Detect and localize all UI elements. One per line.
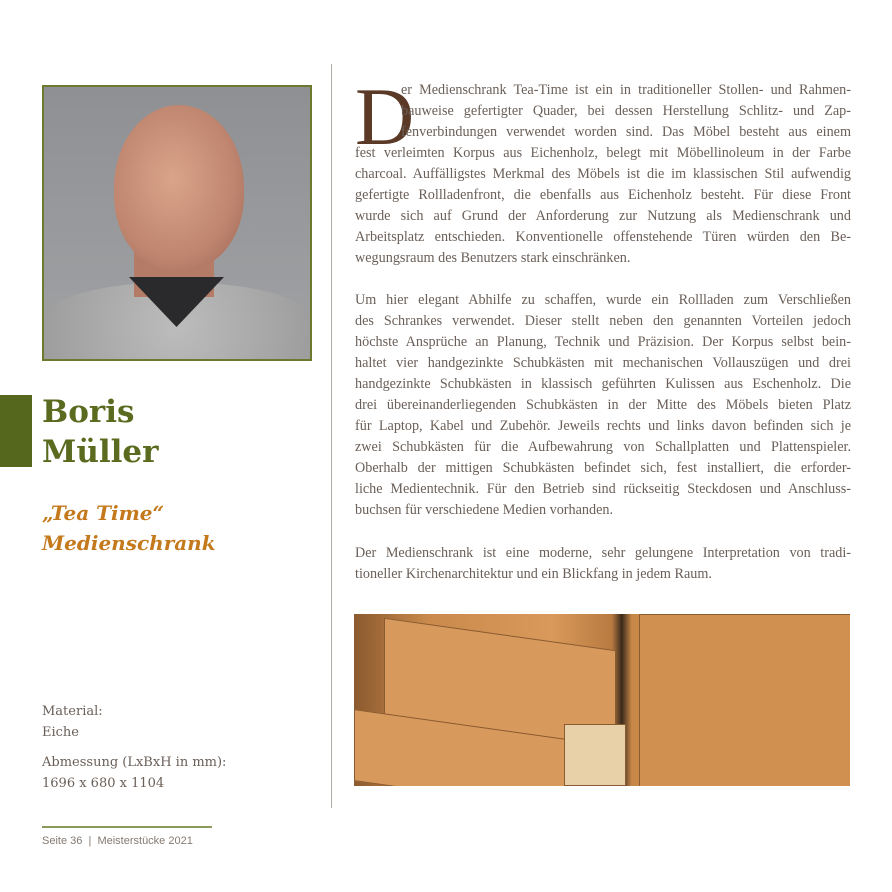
drop-cap: D [355, 71, 415, 162]
dimensions-spec [42, 752, 226, 794]
footer-text: Seite 36 | Meisterstücke 2021 [42, 835, 193, 847]
material-value: Eiche [42, 725, 79, 740]
furniture-photo [354, 614, 850, 786]
text-line: Oberhalb der mittigen Schubkästen befindet sich, fest installiert, die erforder- [355, 460, 851, 476]
text-line: gefertigte Rollladenfront, die ebenfalls aus Eichenholz besteht. Für diese Front [355, 187, 851, 203]
text-line: buchsen für verschiedene Medien vorhanden. [355, 502, 614, 518]
text-line: bauweise gefertigter Quader, bei dessen Herstellung Schlitz- und Zap- [401, 103, 851, 119]
project-title-line2: Medienschrank [42, 531, 216, 555]
person-name [42, 392, 158, 472]
paragraph-2 [355, 290, 851, 521]
text-line: handgezinkte Schubkästen in klassisch geführten Kulissen aus Eschenholz. Die [355, 376, 851, 392]
last-name: Müller [42, 434, 159, 470]
text-line: drei übereinanderliegenden Schubkästen in der Mitte des Möbels bieten Platz [355, 397, 851, 413]
text-line: höchste Ansprüche an Planung, Technik und Präzision. Der Korpus selbst bein- [355, 334, 851, 350]
text-line: zwei Schubkästen für die Aufbewahrung von Schallplatten und Plattenspieler. [355, 439, 851, 455]
dimensions-value: 1696 x 680 x 1104 [42, 776, 165, 791]
text-line: Der Medienschrank ist eine moderne, sehr gelungene Interpretation von tradi- [355, 545, 851, 561]
text-line: er Medienschrank Tea-Time ist ein in traditioneller Stollen- und Rahmen- [401, 82, 851, 98]
portrait-photo [42, 85, 312, 361]
text-line: wegungsraum des Benutzers stark einschränken. [355, 250, 631, 266]
text-line: haltet vier handgezinkte Schubkästen mit mechanischen Vollauszügen und drei [355, 355, 851, 371]
text-line: fest verleimten Korpus aus Eichenholz, belegt mit Möbellinoleum in der Farbe [355, 145, 851, 161]
dimensions-label: Abmessung (LxBxH in mm): [42, 755, 227, 770]
project-title [42, 498, 216, 558]
text-line: für Laptop, Kabel und Zubehör. Jeweils rechts und links davon befinden sich je [355, 418, 851, 434]
text-line: des Schrankes verwendet. Dieser stellt neben den genannten Vorteilen jedoch [355, 313, 851, 329]
footer-rule [42, 826, 212, 828]
text-line: liche Medientechnik. Für den Betrieb sind rückseitig Steckdosen und Anschluss- [355, 481, 851, 497]
text-line: Arbeitsplatz entschieden. Konventionelle offenstehende Türen würden den Be- [355, 229, 851, 245]
column-divider [331, 64, 332, 808]
paragraph-1 [355, 71, 851, 269]
text-line: charcoal. Auffälligstes Merkmal des Möbels ist die im klassischen Stil aufwendig [355, 166, 851, 182]
first-name: Boris [42, 394, 135, 430]
text-line: tioneller Kirchenarchitektur und ein Blickfang in jedem Raum. [355, 566, 712, 582]
accent-bar [0, 395, 32, 467]
material-label: Material: [42, 704, 103, 719]
material-spec [42, 701, 103, 743]
text-line: Um hier elegant Abhilfe zu schaffen, wurde ein Rollladen zum Verschließen [355, 292, 851, 308]
project-title-line1: „Tea Time“ [42, 501, 165, 525]
text-line: wurde sich auf Grund der Anforderung zur Nutzung als Medienschrank und [355, 208, 851, 224]
paragraph-3 [355, 543, 851, 585]
text-line: fenverbindungen verwendet worden sind. Das Möbel besteht aus einem [401, 124, 851, 140]
